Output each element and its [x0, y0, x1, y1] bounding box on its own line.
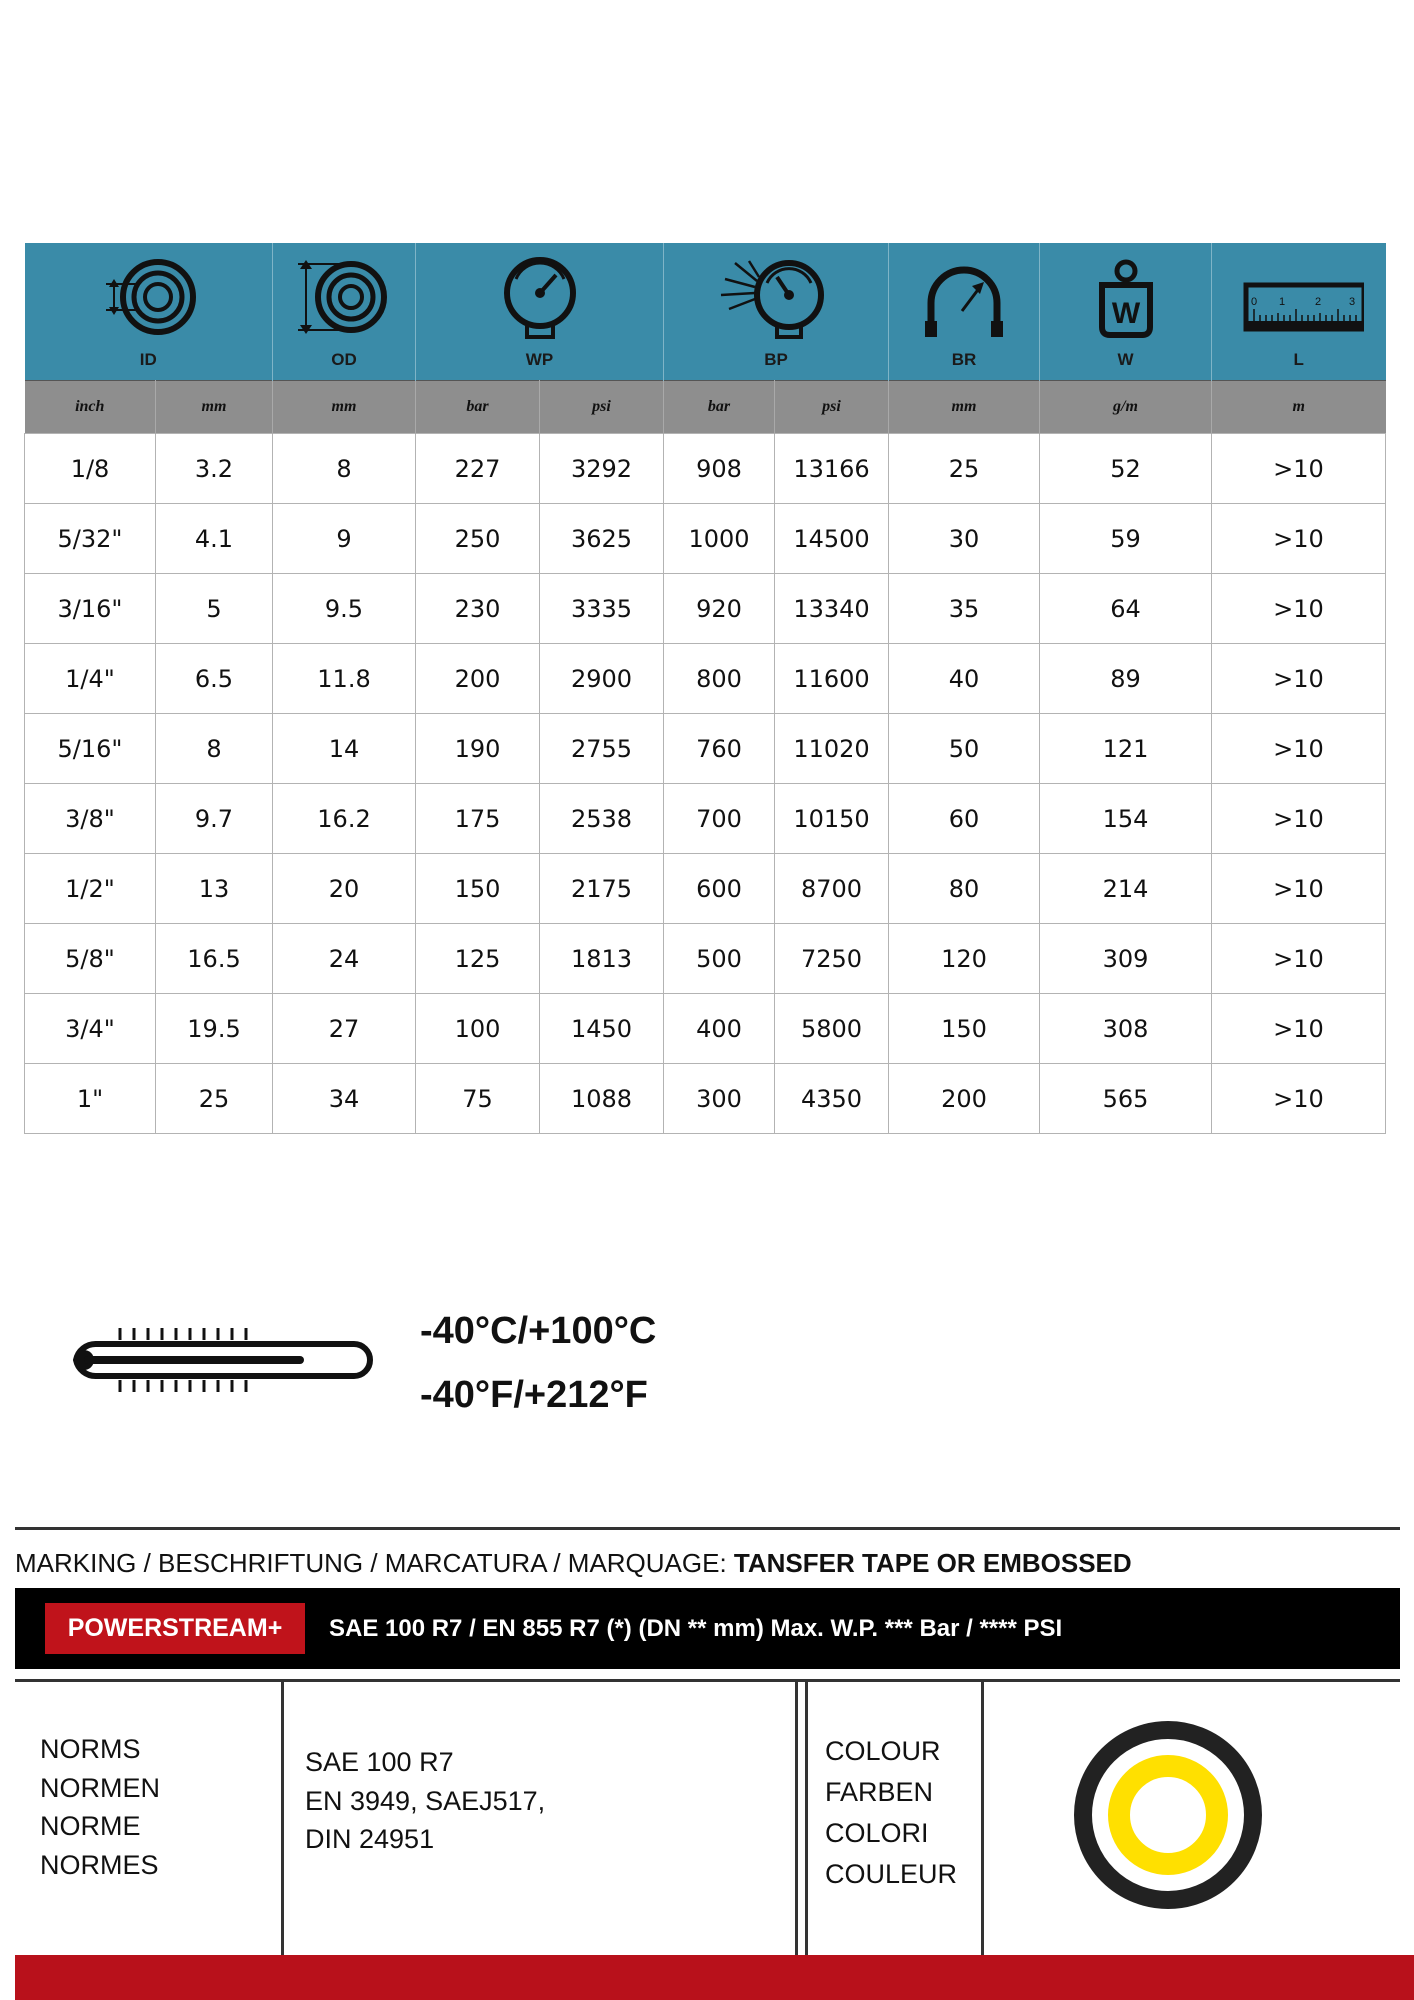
divider	[805, 1680, 808, 1955]
table-row	[25, 714, 1386, 784]
table-cell: 2175	[540, 854, 664, 924]
spec-table	[24, 243, 1386, 1134]
table-cell: 1088	[540, 1064, 664, 1134]
table-cell: 16.5	[156, 924, 273, 994]
unit-cell: mm	[273, 381, 416, 434]
table-cell: >10	[1212, 644, 1386, 714]
table-cell: 9.7	[156, 784, 273, 854]
table-cell: 64	[1040, 574, 1212, 644]
divider	[981, 1680, 984, 1955]
table-cell: 4350	[775, 1064, 889, 1134]
table-cell: 19.5	[156, 994, 273, 1064]
table-cell: >10	[1212, 714, 1386, 784]
unit-cell: inch	[25, 381, 156, 434]
table-cell: >10	[1212, 994, 1386, 1064]
norms-label: NORMS	[40, 1734, 141, 1764]
table-cell: 2900	[540, 644, 664, 714]
colour-swatch	[1073, 1720, 1263, 1910]
ruler-tick-3: 3	[1348, 296, 1355, 308]
weight-glyph: W	[1111, 297, 1140, 330]
unit-cell: psi	[775, 381, 889, 434]
bp-gauge-icon	[711, 257, 841, 352]
norms-value: SAE 100 R7	[305, 1747, 454, 1777]
table-cell: 7250	[775, 924, 889, 994]
unit-cell: mm	[889, 381, 1040, 434]
table-cell: 34	[273, 1064, 416, 1134]
marking-value: TANSFER TAPE OR EMBOSSED	[733, 1548, 1132, 1578]
table-cell: >10	[1212, 504, 1386, 574]
table-cell: 125	[416, 924, 540, 994]
table-cell: 3.2	[156, 434, 273, 504]
table-cell: 10150	[775, 784, 889, 854]
table-cell: 500	[664, 924, 775, 994]
table-cell: 309	[1040, 924, 1212, 994]
unit-cell: psi	[540, 381, 664, 434]
table-cell: 59	[1040, 504, 1212, 574]
marking-text: SAE 100 R7 / EN 855 R7 (*) (DN ** mm) Max. W.P. *** Bar / **** PSI	[329, 1615, 1063, 1642]
l-header-cell	[1212, 243, 1386, 381]
table-cell: 3625	[540, 504, 664, 574]
table-row	[25, 994, 1386, 1064]
table-cell: 11600	[775, 644, 889, 714]
ruler-tick-0: 0	[1250, 296, 1257, 308]
wp-label: WP	[525, 350, 554, 369]
table-cell: 800	[664, 644, 775, 714]
table-cell: 9.5	[273, 574, 416, 644]
table-cell: >10	[1212, 1064, 1386, 1134]
colour-label: COLOUR	[825, 1736, 941, 1766]
od-icon	[284, 257, 404, 352]
table-cell: 120	[889, 924, 1040, 994]
colour-labels	[825, 1731, 957, 1895]
marking-label: MARKING / BESCHRIFTUNG / MARCATURA / MARQUAGE:	[15, 1548, 734, 1578]
table-cell: 11020	[775, 714, 889, 784]
table-cell: >10	[1212, 784, 1386, 854]
table-cell: 13	[156, 854, 273, 924]
l-label: L	[1293, 350, 1304, 369]
table-cell: 75	[416, 1064, 540, 1134]
norms-value: DIN 24951	[305, 1824, 435, 1854]
divider	[795, 1680, 798, 1955]
norms-labels	[40, 1730, 160, 1884]
unit-cell: bar	[416, 381, 540, 434]
table-cell: 52	[1040, 434, 1212, 504]
table-cell: 1000	[664, 504, 775, 574]
thermometer-icon	[54, 1320, 374, 1400]
table-cell: 3/16"	[25, 574, 156, 644]
table-cell: 100	[416, 994, 540, 1064]
table-row	[25, 434, 1386, 504]
table-cell: 35	[889, 574, 1040, 644]
table-cell: 1/4"	[25, 644, 156, 714]
table-cell: 30	[889, 504, 1040, 574]
table-cell: 5	[156, 574, 273, 644]
marking-line	[15, 1548, 1132, 1579]
table-cell: 2538	[540, 784, 664, 854]
norms-label: NORMEN	[40, 1772, 160, 1803]
table-cell: 60	[889, 784, 1040, 854]
table-cell: 150	[416, 854, 540, 924]
table-cell: 13166	[775, 434, 889, 504]
norms-label: NORME	[40, 1811, 141, 1841]
table-cell: 200	[889, 1064, 1040, 1134]
wp-header-cell	[416, 243, 664, 381]
table-row	[25, 854, 1386, 924]
unit-cell: bar	[664, 381, 775, 434]
bp-label: BP	[764, 350, 788, 369]
norms-label: NORMES	[40, 1849, 159, 1880]
table-cell: 308	[1040, 994, 1212, 1064]
table-cell: 2755	[540, 714, 664, 784]
table-cell: 13340	[775, 574, 889, 644]
table-cell: 150	[889, 994, 1040, 1064]
table-cell: 1813	[540, 924, 664, 994]
br-header-cell	[889, 243, 1040, 381]
table-row	[25, 574, 1386, 644]
table-cell: 760	[664, 714, 775, 784]
table-cell: 20	[273, 854, 416, 924]
table-cell: 1/8	[25, 434, 156, 504]
table-cell: 227	[416, 434, 540, 504]
table-cell: >10	[1212, 574, 1386, 644]
unit-cell: mm	[156, 381, 273, 434]
table-cell: 14500	[775, 504, 889, 574]
table-cell: 700	[664, 784, 775, 854]
weight-icon	[1066, 257, 1186, 352]
temperature-fahrenheit: -40°F/+212°F	[420, 1374, 648, 1416]
table-cell: 27	[273, 994, 416, 1064]
temperature-celsius: -40°C/+100°C	[420, 1310, 657, 1352]
table-cell: 121	[1040, 714, 1212, 784]
table-cell: 3335	[540, 574, 664, 644]
table-cell: 920	[664, 574, 775, 644]
table-cell: >10	[1212, 434, 1386, 504]
table-cell: >10	[1212, 924, 1386, 994]
table-cell: 3/4"	[25, 994, 156, 1064]
divider	[281, 1680, 284, 1955]
table-cell: 200	[416, 644, 540, 714]
unit-cell: m	[1212, 381, 1386, 434]
id-icon	[88, 257, 208, 352]
table-cell: 5/32"	[25, 504, 156, 574]
table-cell: 80	[889, 854, 1040, 924]
table-row	[25, 924, 1386, 994]
table-cell: 250	[416, 504, 540, 574]
colour-label: COLORI	[825, 1818, 929, 1848]
divider	[15, 1679, 1400, 1682]
w-header-cell	[1040, 243, 1212, 381]
w-label: W	[1117, 350, 1134, 369]
unit-row	[25, 381, 1386, 434]
od-header-cell	[273, 243, 416, 381]
table-cell: 214	[1040, 854, 1212, 924]
table-cell: 1450	[540, 994, 664, 1064]
table-row	[25, 504, 1386, 574]
table-cell: 50	[889, 714, 1040, 784]
table-cell: 14	[273, 714, 416, 784]
table-cell: 1"	[25, 1064, 156, 1134]
table-cell: 89	[1040, 644, 1212, 714]
table-cell: 5/16"	[25, 714, 156, 784]
table-cell: 3/8"	[25, 784, 156, 854]
table-cell: 600	[664, 854, 775, 924]
table-cell: 300	[664, 1064, 775, 1134]
table-cell: 400	[664, 994, 775, 1064]
table-cell: 565	[1040, 1064, 1212, 1134]
brand-badge: POWERSTREAM+	[45, 1603, 305, 1654]
table-cell: 1/2"	[25, 854, 156, 924]
table-cell: 11.8	[273, 644, 416, 714]
footer-bar	[15, 1955, 1414, 2000]
table-cell: 40	[889, 644, 1040, 714]
divider	[15, 1527, 1400, 1530]
table-cell: 4.1	[156, 504, 273, 574]
table-cell: 154	[1040, 784, 1212, 854]
table-cell: 25	[889, 434, 1040, 504]
id-label: ID	[139, 350, 157, 369]
colour-label: COULEUR	[825, 1859, 958, 1889]
norms-value: EN 3949, SAEJ517,	[305, 1785, 546, 1816]
table-cell: 175	[416, 784, 540, 854]
br-label: BR	[951, 350, 977, 369]
table-cell: 8	[156, 714, 273, 784]
table-cell: 25	[156, 1064, 273, 1134]
id-header-cell	[25, 243, 273, 381]
table-cell: 8	[273, 434, 416, 504]
table-cell: 24	[273, 924, 416, 994]
table-cell: 9	[273, 504, 416, 574]
colour-label: FARBEN	[825, 1777, 934, 1807]
table-row	[25, 1064, 1386, 1134]
icon-header-row	[25, 243, 1386, 381]
table-body	[25, 434, 1386, 1134]
table-cell: 190	[416, 714, 540, 784]
table-row	[25, 644, 1386, 714]
table-cell: 8700	[775, 854, 889, 924]
wp-gauge-icon	[480, 257, 600, 352]
table-cell: 230	[416, 574, 540, 644]
unit-cell: g/m	[1040, 381, 1212, 434]
table-row	[25, 784, 1386, 854]
norms-values	[305, 1743, 545, 1859]
table-cell: 5/8"	[25, 924, 156, 994]
bp-header-cell	[664, 243, 889, 381]
table-cell: 3292	[540, 434, 664, 504]
ruler-tick-2: 2	[1314, 296, 1321, 308]
bend-radius-icon	[904, 257, 1024, 352]
table-cell: 6.5	[156, 644, 273, 714]
table-cell: 908	[664, 434, 775, 504]
ruler-tick-1: 1	[1278, 296, 1285, 308]
table-cell: 16.2	[273, 784, 416, 854]
length-ruler-icon	[1234, 257, 1364, 352]
od-label: OD	[331, 350, 357, 369]
marking-band	[15, 1588, 1400, 1669]
table-cell: >10	[1212, 854, 1386, 924]
table-cell: 5800	[775, 994, 889, 1064]
